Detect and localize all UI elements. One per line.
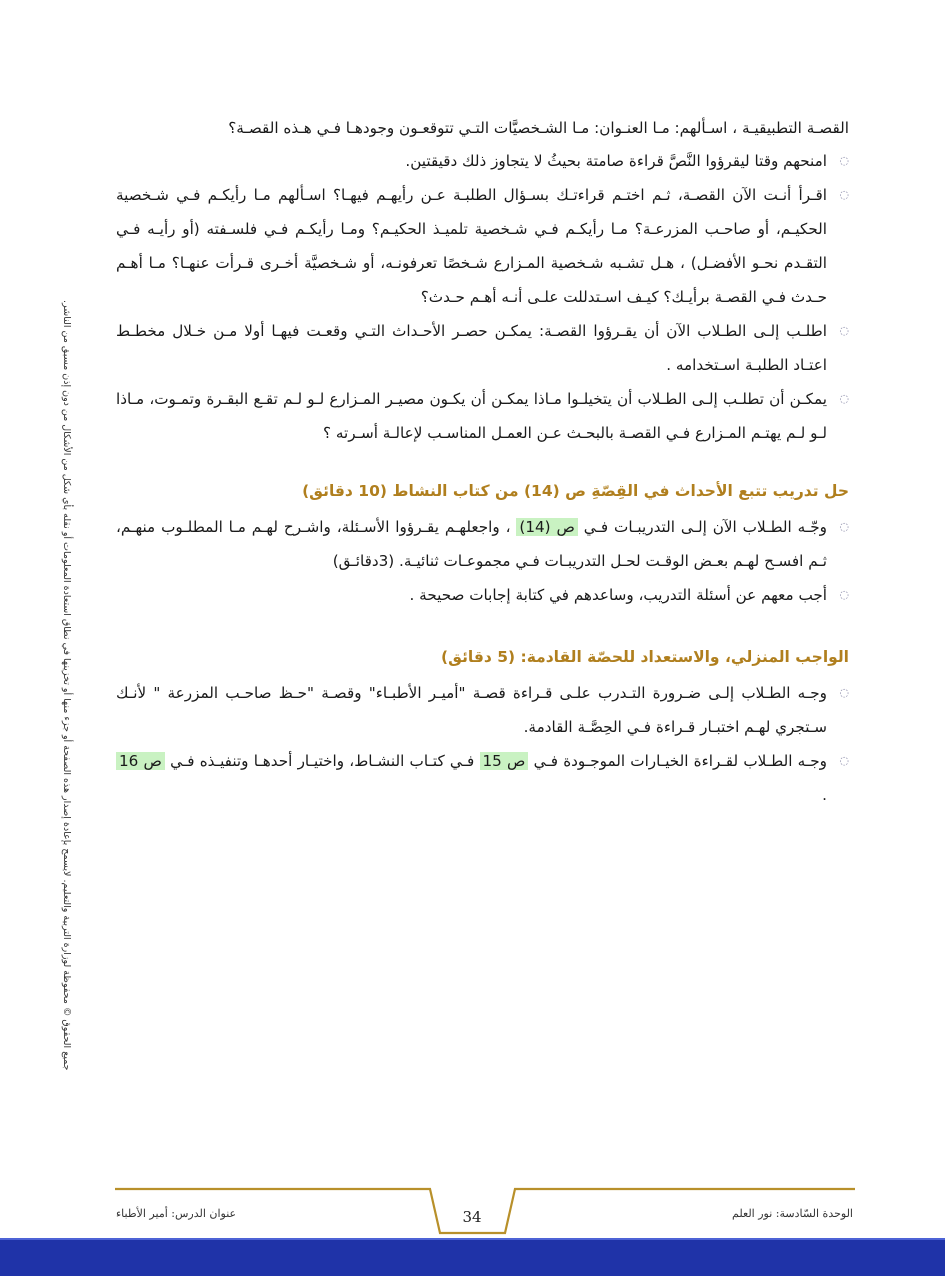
lesson-content [116,112,849,812]
bullet-icon: ◌ [839,520,849,533]
footer-blue-bar [0,1238,945,1276]
bullet-icon: ◌ [839,754,849,767]
page-ref-highlight: ص (14) [516,518,577,536]
footer-unit: الوحدة السّادسة: نور العلم [732,1207,853,1220]
section1-list [116,144,849,450]
bullet-icon: ◌ [839,588,849,601]
bullet-icon: ◌ [839,392,849,405]
bullet-icon: ◌ [839,324,849,337]
copyright-text: جميع الحقوق © محفوظة لوزارة التربية والتعليم. لايسمح بإعادة إصدار هذه الصفحة أو جزء منها أو تخزينها في نطاق استعادة المعلومات أو نقله بأي شكل من الأشكال من دون إذن مسبق من الناشر. [61,300,72,1071]
section3-title: الواجب المنزلي، والاستعداد للحصّة القادمة: (5 دقائق) [441,648,849,666]
list-item: ◌ امنحهم وقتا ليقرؤوا النَّصَّ قراءة صامتة بحيثُ لا يتجاوز ذلك دقيقتين. [116,144,849,178]
page-ref-highlight: ص 15 [480,752,529,770]
intro-line: القصـة التطبيقيـة ، اسـألهم: مـا العنـوان: مـا الشـخصيَّات التـي تتوقعـون وجودهـا فـي هـذه القصـة؟ [228,119,849,137]
list-item: ◌ اطلـب إلـى الطـلاب الآن أن يقـرؤوا القصـة: يمكـن حصـر الأحـداث التـي وقعـت فيهـا أولا مـن خـلال مخطـط اعتـاد الطلبـة اسـتخدامه . [116,314,849,382]
bullet-icon: ◌ [839,188,849,201]
list-item: ◌ وجـه الطـلاب إلـى ضـرورة التـدرب علـى قـراءة قصـة "أميـر الأطبـاء" وقصـة "حـظ صاحـب المزرعة " لأنـك سـتجري لهـم اختبـار قـراءة فـي الحِصَّـة القادمة. [116,676,849,744]
list-item: ◌ اقـرأ أنـت الآن القصـة، ثـم اختـم قراءتـك بسـؤال الطلبـة عـن رأيهـم فيهـا؟ اسـألهم مـا رأيكـم فـي شـخصية الحكيـم، أو صاحـب المزرعـة؟ مـا رأيكـم فـي شـخصية تلميـذ الحكيـم؟ ومـا رأيكـم فـي فلسـفته (أو رأيـه فـي التقـدم نحـو الأفضـل) ، هـل تشـبه شـخصية المـزارع شـخصًا تعرفونـه، أو شـخصيَّة أخـرى قـرأت عنهـا؟ مـا أهـم حـدث فـي القصـة برأيـك؟ كيـف اسـتدللت علـى أنـه أهـم حـدث؟ [116,178,849,314]
list-item: ◌ وجّـه الطـلاب الآن إلـى التدريبـات فـي ص (14) ، واجعلهـم يقـرؤوا الأسـئلة، واشـرح لهـم مـا المطلـوب منهـم، ثـم افسـح لهـم بعـض الوقـت لحـل التدريبـات فـي مجموعـات ثنائيـة. (3دقائـق) [116,510,849,578]
page-ref-highlight: ص 16 [116,752,165,770]
footer-lesson: عنوان الدرس: أمير الأطباء [116,1207,237,1220]
bullet-icon: ◌ [839,686,849,699]
bullet-icon: ◌ [839,154,849,167]
footer-frame [0,1175,945,1235]
list-item: ◌ أجب معهم عن أسئلة التدريب، وساعدهم في كتابة إجابات صحيحة . [116,578,849,612]
section2-title: حل تدريب تتبع الأحداث في القِصّةِ ص (14) من كتاب النشاط (10 دقائق) [302,482,849,500]
page-number: 34 [462,1208,482,1226]
list-item: ◌ وجـه الطـلاب لقـراءة الخيـارات الموجـودة فـي ص 15 فـي كتـاب النشـاط، واختيـار أحدهـا وتنفيـذه فـي ص 16 . [116,744,849,812]
section2-list [116,510,849,612]
section3-list [116,676,849,812]
list-item: ◌ يمكـن أن تطلـب إلـى الطـلاب أن يتخيلـوا مـاذا يمكـن أن يكـون مصيـر المـزارع لـو لـم تقـع البقـرة وتمـوت، مـاذا لـو لـم يهتـم المـزارع فـي القصـة بالبحـث عـن العمـل المناسـب لإعالـة أسـرته ؟ [116,382,849,450]
